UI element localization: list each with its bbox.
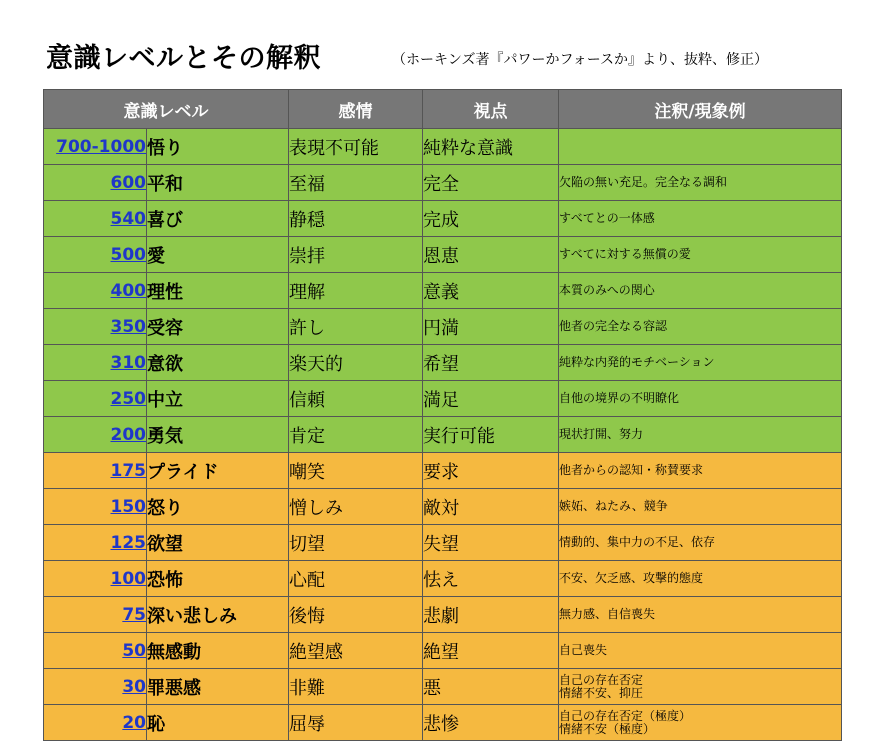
level-number-link[interactable]: 250 [110, 388, 146, 409]
level-number-link[interactable]: 400 [110, 280, 146, 301]
emotion-cell: 理解 [289, 273, 423, 309]
emotion-cell: 楽天的 [289, 345, 423, 381]
table-row [44, 525, 842, 561]
table-row [44, 165, 842, 201]
level-number-cell [44, 453, 147, 489]
table-row [44, 129, 842, 165]
view-cell: 意義 [423, 273, 559, 309]
level-number-cell [44, 273, 147, 309]
table-row [44, 381, 842, 417]
note-line: 他者の完全なる容認 [559, 319, 668, 333]
level-name-cell: 勇気 [147, 417, 289, 453]
emotion-cell: 崇拝 [289, 237, 423, 273]
table-row [44, 633, 842, 669]
note-cell [559, 597, 842, 633]
note-line: 現状打開、努力 [559, 427, 644, 441]
emotion-cell: 肯定 [289, 417, 423, 453]
note-cell [559, 165, 842, 201]
level-name-cell: 中立 [147, 381, 289, 417]
view-cell: 怯え [423, 561, 559, 597]
level-number-link[interactable]: 500 [110, 244, 146, 265]
note-line: 本質のみへの関心 [559, 283, 655, 297]
table-row [44, 237, 842, 273]
view-cell: 悲惨 [423, 705, 559, 741]
note-cell [559, 669, 842, 705]
note-cell [559, 345, 842, 381]
level-number-cell [44, 597, 147, 633]
level-number-link[interactable]: 125 [110, 532, 146, 553]
level-number-link[interactable]: 200 [110, 424, 146, 445]
level-name-cell: 平和 [147, 165, 289, 201]
level-number-cell [44, 525, 147, 561]
note-cell [559, 381, 842, 417]
view-cell: 円満 [423, 309, 559, 345]
view-cell: 敵対 [423, 489, 559, 525]
note-cell [559, 561, 842, 597]
emotion-cell: 後悔 [289, 597, 423, 633]
note-line: すべてとの一体感 [559, 211, 655, 225]
table-row [44, 273, 842, 309]
note-cell [559, 273, 842, 309]
level-number-cell [44, 381, 147, 417]
note-cell [559, 237, 842, 273]
level-number-link[interactable]: 20 [122, 712, 146, 733]
level-name-cell: 悟り [147, 129, 289, 165]
header-view: 視点 [423, 90, 559, 129]
consciousness-level-table [43, 89, 842, 741]
view-cell: 完全 [423, 165, 559, 201]
header-level: 意識レベル [44, 90, 289, 129]
note-line: 自己の存在否定 [559, 672, 644, 687]
level-number-cell [44, 705, 147, 741]
emotion-cell: 嘲笑 [289, 453, 423, 489]
table-row [44, 345, 842, 381]
table-row [44, 669, 842, 705]
level-name-cell: 無感動 [147, 633, 289, 669]
note-cell [559, 489, 842, 525]
level-number-cell [44, 561, 147, 597]
level-number-link[interactable]: 175 [110, 460, 146, 481]
note-line: 純粋な内発的モチベーション [559, 355, 715, 369]
level-number-link[interactable]: 150 [110, 496, 146, 517]
level-number-cell [44, 345, 147, 381]
level-number-link[interactable]: 75 [122, 604, 146, 625]
level-number-cell [44, 309, 147, 345]
level-name-cell: 恐怖 [147, 561, 289, 597]
view-cell: 絶望 [423, 633, 559, 669]
view-cell: 悪 [423, 669, 559, 705]
level-number-link[interactable]: 350 [110, 316, 146, 337]
level-name-cell: 怒り [147, 489, 289, 525]
emotion-cell: 切望 [289, 525, 423, 561]
emotion-cell: 絶望感 [289, 633, 423, 669]
table-row [44, 561, 842, 597]
note-line: 情緒不安、抑圧 [559, 685, 644, 700]
table-row [44, 705, 842, 741]
level-number-cell [44, 417, 147, 453]
note-cell [559, 525, 842, 561]
note-cell [559, 417, 842, 453]
level-number-cell [44, 165, 147, 201]
level-number-link[interactable]: 700-1000 [56, 136, 146, 157]
level-name-cell: 喜び [147, 201, 289, 237]
level-name-cell: 理性 [147, 273, 289, 309]
header-note: 注釈/現象例 [559, 90, 842, 129]
note-line: 他者からの認知・称賛要求 [559, 463, 704, 477]
note-line: 欠陥の無い充足。完全なる調和 [559, 175, 728, 189]
table-row [44, 489, 842, 525]
table-row [44, 309, 842, 345]
view-cell: 要求 [423, 453, 559, 489]
view-cell: 実行可能 [423, 417, 559, 453]
page-title: 意識レベルとその解釈 [46, 43, 321, 74]
view-cell: 希望 [423, 345, 559, 381]
note-line: すべてに対する無償の愛 [559, 247, 691, 261]
view-cell: 完成 [423, 201, 559, 237]
note-cell [559, 705, 842, 741]
view-cell: 純粋な意識 [423, 129, 559, 165]
note-line: 自他の境界の不明瞭化 [559, 391, 680, 405]
note-cell [559, 309, 842, 345]
note-line: 嫉妬、ねたみ、競争 [559, 499, 668, 513]
page-subtitle: （ホーキンズ著『パワーかフォースか』より、抜粋、修正） [392, 52, 769, 68]
level-name-cell: 意欲 [147, 345, 289, 381]
header-emotion: 感情 [289, 90, 423, 129]
level-name-cell: 恥 [147, 705, 289, 741]
note-line: 情動的、集中力の不足、依存 [559, 535, 716, 549]
note-cell [559, 453, 842, 489]
note-line: 不安、欠乏感、攻撃的態度 [559, 571, 704, 585]
view-cell: 恩恵 [423, 237, 559, 273]
level-number-link[interactable]: 50 [122, 640, 146, 661]
level-number-link[interactable]: 30 [122, 676, 146, 697]
level-number-cell [44, 129, 147, 165]
level-number-link[interactable]: 600 [110, 172, 146, 193]
table-row [44, 453, 842, 489]
emotion-cell: 心配 [289, 561, 423, 597]
level-name-cell: 受容 [147, 309, 289, 345]
level-name-cell: 愛 [147, 237, 289, 273]
level-number-cell [44, 201, 147, 237]
note-line: 自己喪失 [559, 643, 608, 657]
view-cell: 悲劇 [423, 597, 559, 633]
level-number-cell [44, 237, 147, 273]
emotion-cell: 信頼 [289, 381, 423, 417]
table-header-row [44, 90, 842, 129]
note-cell [559, 201, 842, 237]
note-cell [559, 129, 842, 165]
emotion-cell: 表現不可能 [289, 129, 423, 165]
note-line: 情緒不安（極度） [559, 721, 656, 736]
level-name-cell: プライド [147, 453, 289, 489]
emotion-cell: 至福 [289, 165, 423, 201]
view-cell: 失望 [423, 525, 559, 561]
emotion-cell: 非難 [289, 669, 423, 705]
note-cell [559, 633, 842, 669]
level-number-link[interactable]: 100 [110, 568, 146, 589]
note-line: 自己の存在否定（極度） [559, 708, 692, 723]
level-name-cell: 深い悲しみ [147, 597, 289, 633]
emotion-cell: 憎しみ [289, 489, 423, 525]
level-number-link[interactable]: 310 [110, 352, 146, 373]
level-number-cell [44, 669, 147, 705]
table-row [44, 201, 842, 237]
note-line: 無力感、自信喪失 [559, 607, 656, 621]
level-number-cell [44, 633, 147, 669]
level-name-cell: 欲望 [147, 525, 289, 561]
level-name-cell: 罪悪感 [147, 669, 289, 705]
table-row [44, 597, 842, 633]
table-body [44, 129, 842, 741]
emotion-cell: 許し [289, 309, 423, 345]
level-number-link[interactable]: 540 [110, 208, 146, 229]
level-number-cell [44, 489, 147, 525]
view-cell: 満足 [423, 381, 559, 417]
emotion-cell: 屈辱 [289, 705, 423, 741]
emotion-cell: 静穏 [289, 201, 423, 237]
table-row [44, 417, 842, 453]
